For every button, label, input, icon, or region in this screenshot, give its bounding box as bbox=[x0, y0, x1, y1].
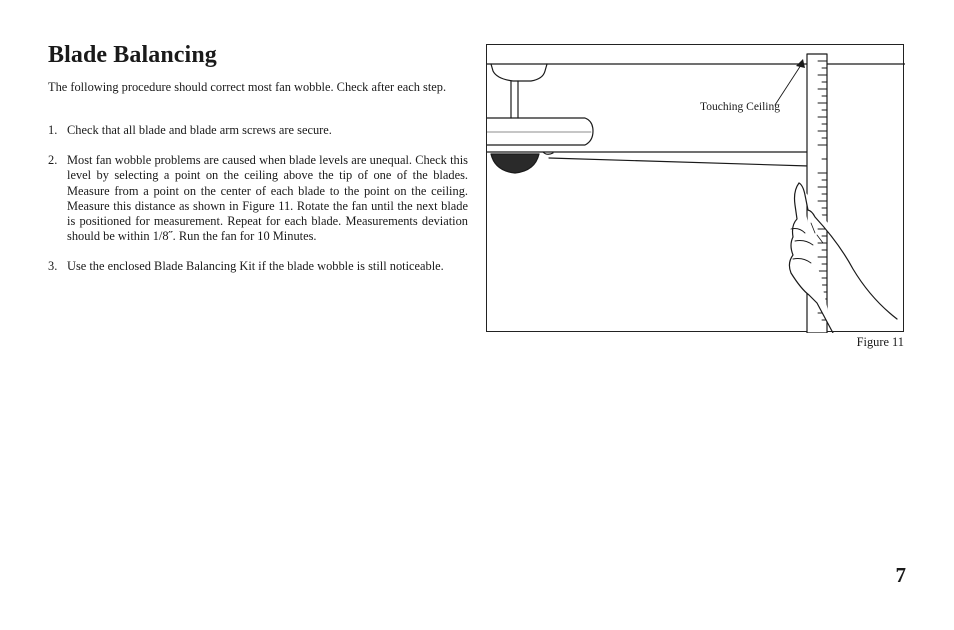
intro-paragraph: The following procedure should correct most fan wobble. Check after each step. bbox=[48, 80, 447, 94]
step-text: Check that all blade and blade arm screws are secure. bbox=[67, 123, 332, 137]
step-text: Use the enclosed Blade Balancing Kit if the blade wobble is still noticeable. bbox=[67, 259, 444, 274]
step-number: 2. bbox=[48, 153, 58, 168]
fan-canopy bbox=[491, 64, 547, 81]
label-pointer bbox=[775, 62, 803, 105]
step-text: Most fan wobble problems are caused when blade levels are unequal. Check this level by selecting a point on the ceiling above the tip of one of the blades. Measure from a point on the center of each blade to the point on the ceiling. Measure this distance as shown in Figure 11. Rotate the fan until the next blade is positioned for measurement. Repeat for each blade. Measurements deviation should be within 1/8˝. Run the fan for 10 Minutes. bbox=[67, 153, 468, 244]
touching-ceiling-label: Touching Ceiling bbox=[700, 101, 781, 113]
step-item bbox=[48, 153, 468, 244]
motor-housing bbox=[487, 118, 593, 145]
step-number: 3. bbox=[48, 259, 58, 274]
step-number: 1. bbox=[48, 123, 58, 137]
procedure-steps bbox=[48, 123, 468, 290]
page-number: 7 bbox=[895, 563, 906, 587]
figure-caption: Figure 11 bbox=[856, 335, 904, 349]
page-title: Blade Balancing bbox=[48, 42, 217, 68]
switch-housing bbox=[491, 154, 539, 173]
figure-11-illustration bbox=[486, 44, 904, 332]
step-item bbox=[48, 123, 468, 138]
blade-measure-line bbox=[549, 158, 809, 166]
step-item bbox=[48, 259, 468, 274]
fan-measurement-drawing bbox=[487, 45, 905, 333]
